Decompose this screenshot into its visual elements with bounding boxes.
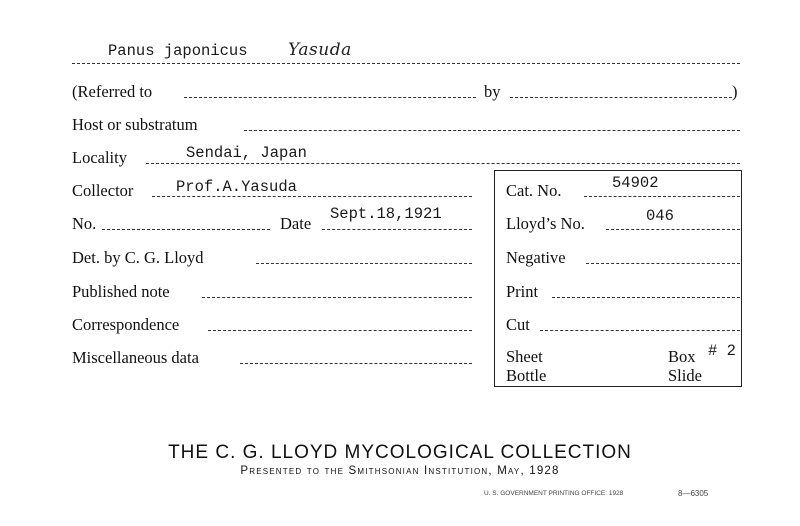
printing-office-note: U. S. GOVERNMENT PRINTING OFFICE: 1928 [484, 490, 624, 497]
det-by-line [256, 263, 472, 264]
by-line [510, 97, 732, 98]
box-value: # 2 [708, 342, 736, 360]
cat-no-value: 54902 [612, 174, 659, 192]
misc-line [240, 363, 472, 364]
date-label: Date [280, 214, 312, 233]
published-note-line [202, 297, 472, 298]
collector-label: Collector [72, 181, 134, 200]
referred-to-line [184, 97, 476, 98]
collector-value: Prof.A.Yasuda [176, 178, 297, 196]
no-label: No. [72, 214, 97, 233]
det-by-label: Det. by C. G. Lloyd [72, 248, 204, 267]
slide-label: Slide [668, 366, 702, 385]
misc-label: Miscellaneous data [72, 348, 199, 367]
lloyds-no-line [606, 229, 740, 230]
date-value: Sept.18,1921 [330, 205, 442, 223]
negative-label: Negative [506, 248, 566, 267]
box-left-border [494, 170, 495, 386]
name-line [72, 63, 740, 64]
box-bottom-border [494, 386, 742, 387]
lloyds-no-label: Lloyd’s No. [506, 214, 585, 233]
date-line [322, 229, 472, 230]
cat-no-label: Cat. No. [506, 181, 562, 200]
print-line [552, 297, 740, 298]
cut-line [540, 330, 740, 331]
cut-label: Cut [506, 315, 530, 334]
by-label: by [484, 82, 501, 101]
print-label: Print [506, 282, 539, 301]
correspondence-line [208, 330, 472, 331]
negative-line [586, 263, 740, 264]
host-label: Host or substratum [72, 115, 198, 134]
sheet-label: Sheet [506, 347, 543, 366]
no-line [102, 229, 270, 230]
cat-no-line [584, 196, 740, 197]
box-label: Box [668, 347, 696, 366]
published-note-label: Published note [72, 282, 170, 301]
close-paren: ) [732, 82, 738, 101]
box-top-border [494, 170, 742, 171]
lloyds-no-value: 046 [646, 207, 674, 225]
bottle-label: Bottle [506, 366, 547, 385]
collection-title: THE C. G. LLOYD MYCOLOGICAL COLLECTION [168, 442, 632, 463]
locality-label: Locality [72, 148, 127, 167]
correspondence-label: Correspondence [72, 315, 180, 334]
collection-subtitle: Presented to the Smithsonian Institution, May, 1928 [240, 465, 560, 477]
referred-to-label: (Referred to [72, 82, 153, 101]
form-number: 8—6305 [678, 489, 709, 498]
specimen-name: Panus japonicus [108, 42, 248, 60]
locality-value: Sendai, Japan [186, 144, 307, 162]
locality-line [146, 163, 740, 164]
host-line [244, 130, 740, 131]
handwritten-author: Yasuda [288, 40, 352, 60]
collector-line [152, 196, 472, 197]
box-right-border [741, 170, 742, 386]
